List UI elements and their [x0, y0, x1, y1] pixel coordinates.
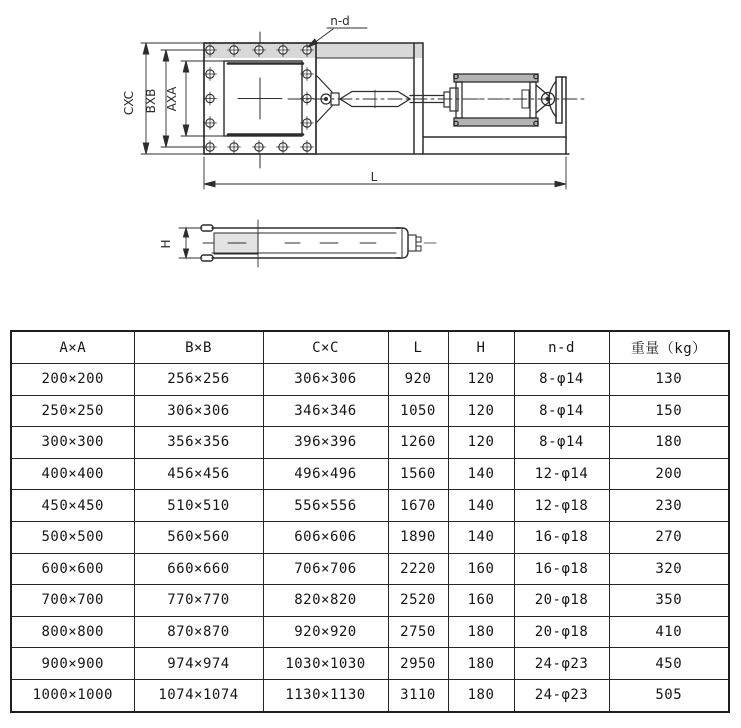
table-cell: 140 [448, 490, 514, 522]
table-row [11, 553, 729, 585]
cylinder [454, 74, 538, 126]
table-cell: 396×396 [263, 427, 388, 459]
table-cell: 1670 [388, 490, 448, 522]
table-cell: 24-φ23 [514, 679, 609, 711]
table-row [11, 458, 729, 490]
table-cell: 16-φ18 [514, 553, 609, 585]
table-row [11, 364, 729, 396]
table-cell: 200 [609, 458, 729, 490]
dim-label-bxb: BXB [144, 88, 158, 114]
table-cell: 12-φ18 [514, 490, 609, 522]
table-cell: 20-φ18 [514, 585, 609, 617]
table-cell: 556×556 [263, 490, 388, 522]
table-cell: 356×356 [134, 427, 263, 459]
table-body [11, 364, 729, 712]
table-cell: 346×346 [263, 395, 388, 427]
table-cell: 256×256 [134, 364, 263, 396]
table-cell: 800×800 [11, 616, 134, 648]
table-cell: 320 [609, 553, 729, 585]
dim-label-height: H [159, 239, 173, 249]
table-cell: 1000×1000 [11, 679, 134, 711]
table-cell: 1050 [388, 395, 448, 427]
table-cell: 306×306 [263, 364, 388, 396]
dim-label-cxc: CXC [122, 90, 136, 116]
col-header-h: H [448, 331, 514, 364]
table-cell: 2950 [388, 648, 448, 680]
table-cell: 456×456 [134, 458, 263, 490]
table-cell: 606×606 [263, 521, 388, 553]
col-header-cxc: C×C [263, 331, 388, 364]
table-row [11, 616, 729, 648]
table-row [11, 585, 729, 617]
table-cell: 200×200 [11, 364, 134, 396]
table-cell: 8-φ14 [514, 427, 609, 459]
table-cell: 230 [609, 490, 729, 522]
table-cell: 920×920 [263, 616, 388, 648]
col-header-l: L [388, 331, 448, 364]
table-cell: 306×306 [134, 395, 263, 427]
dim-length [204, 157, 566, 189]
table-cell: 12-φ14 [514, 458, 609, 490]
table-cell: 560×560 [134, 521, 263, 553]
table-cell: 120 [448, 395, 514, 427]
table-cell: 180 [448, 679, 514, 711]
table-cell: 660×660 [134, 553, 263, 585]
table-row [11, 395, 729, 427]
table-cell: 150 [609, 395, 729, 427]
table-header-row [11, 331, 729, 364]
table-cell: 450×450 [11, 490, 134, 522]
table-cell: 160 [448, 585, 514, 617]
table-cell: 2520 [388, 585, 448, 617]
table-row [11, 521, 729, 553]
table-cell: 2750 [388, 616, 448, 648]
table-cell: 180 [448, 616, 514, 648]
side-end-cap [396, 228, 436, 258]
table-cell: 974×974 [134, 648, 263, 680]
table-cell: 120 [448, 364, 514, 396]
table-row [11, 679, 729, 711]
table-cell: 700×700 [11, 585, 134, 617]
plan-view [204, 32, 585, 168]
table-cell: 350 [609, 585, 729, 617]
table-cell: 20-φ18 [514, 616, 609, 648]
table-cell: 496×496 [263, 458, 388, 490]
table-cell: 8-φ14 [514, 395, 609, 427]
dim-label-axa: AXA [165, 86, 179, 112]
table-cell: 505 [609, 679, 729, 711]
table-cell: 770×770 [134, 585, 263, 617]
end-bracket [536, 77, 566, 154]
col-header-weight: 重量（kg） [609, 331, 729, 364]
table-cell: 1130×1130 [263, 679, 388, 711]
table-cell: 160 [448, 553, 514, 585]
table-cell: 16-φ18 [514, 521, 609, 553]
table-cell: 820×820 [263, 585, 388, 617]
table-cell: 510×510 [134, 490, 263, 522]
table-cell: 1260 [388, 427, 448, 459]
table-cell: 3110 [388, 679, 448, 711]
table-cell: 140 [448, 458, 514, 490]
table-cell: 120 [448, 427, 514, 459]
dim-axa [165, 61, 189, 136]
col-header-axa: A×A [11, 331, 134, 364]
dim-nd [308, 14, 367, 47]
table-cell: 500×500 [11, 521, 134, 553]
dim-label-nd: n-d [330, 14, 350, 28]
table-cell: 600×600 [11, 553, 134, 585]
table-cell: 706×706 [263, 553, 388, 585]
dim-height [159, 228, 202, 258]
table-row [11, 648, 729, 680]
technical-drawing [0, 0, 741, 318]
table-cell: 1030×1030 [263, 648, 388, 680]
table-cell: 1890 [388, 521, 448, 553]
table-row [11, 490, 729, 522]
table-cell: 270 [609, 521, 729, 553]
table-cell: 24-φ23 [514, 648, 609, 680]
dim-label-length: L [370, 170, 378, 184]
table-cell: 180 [609, 427, 729, 459]
table-cell: 250×250 [11, 395, 134, 427]
table-cell: 1074×1074 [134, 679, 263, 711]
col-header-nd: n-d [514, 331, 609, 364]
table-cell: 180 [448, 648, 514, 680]
table-cell: 920 [388, 364, 448, 396]
table-cell: 450 [609, 648, 729, 680]
side-view [159, 220, 436, 267]
table-cell: 8-φ14 [514, 364, 609, 396]
col-header-bxb: B×B [134, 331, 263, 364]
table-cell: 410 [609, 616, 729, 648]
piston-rod [340, 88, 458, 111]
table-cell: 870×870 [134, 616, 263, 648]
table-cell: 1560 [388, 458, 448, 490]
table-row [11, 427, 729, 459]
table-cell: 400×400 [11, 458, 134, 490]
table-cell: 900×900 [11, 648, 134, 680]
dimension-spec-table [10, 330, 730, 713]
table-cell: 130 [609, 364, 729, 396]
table-cell: 2220 [388, 553, 448, 585]
table-cell: 140 [448, 521, 514, 553]
table-cell: 300×300 [11, 427, 134, 459]
